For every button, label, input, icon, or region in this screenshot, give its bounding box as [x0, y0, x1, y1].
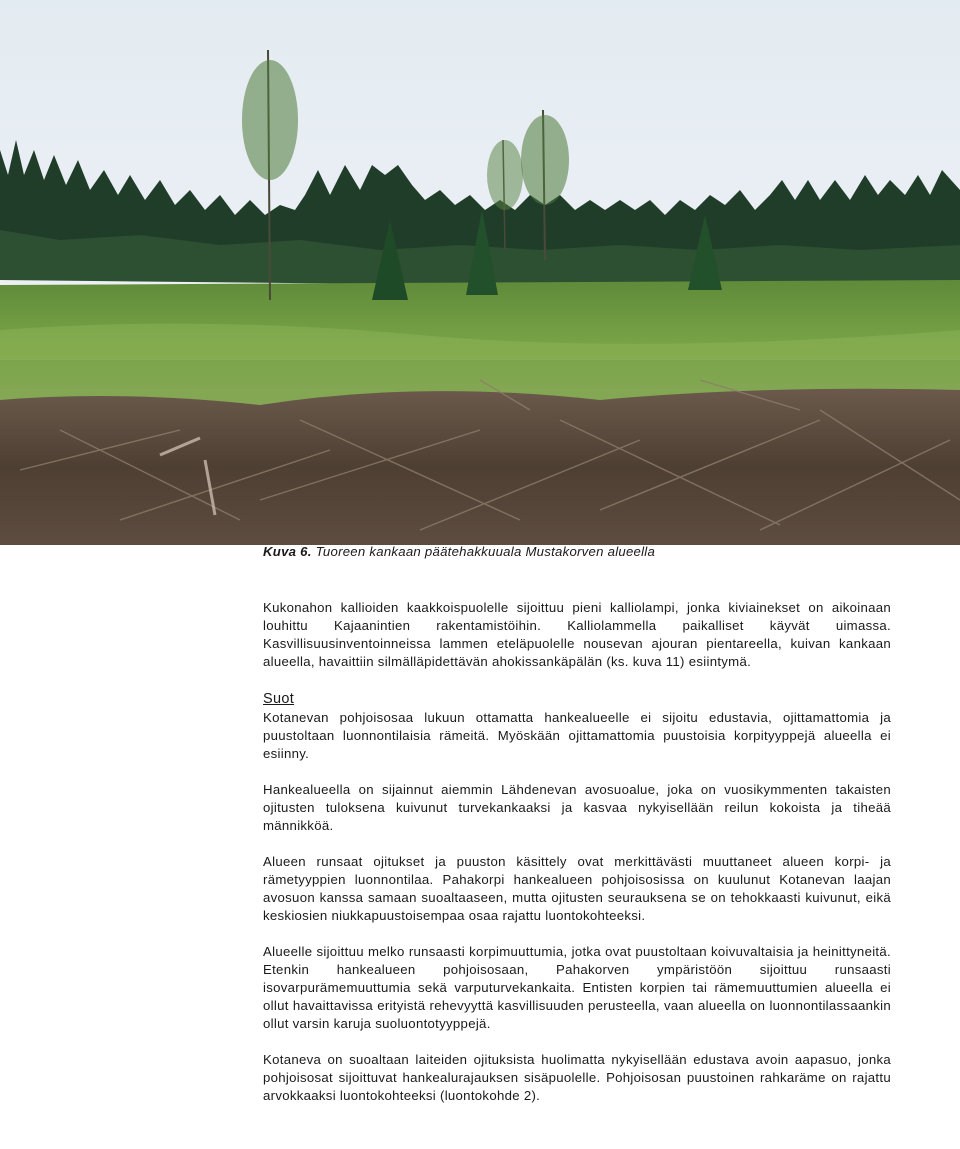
- paragraph-4: Alueen runsaat ojitukset ja puuston käsittely ovat merkittävästi muuttaneet alueen korpi- ja rämetyyppien luonnontilaa. Pahakorpi hankealueen pohjoisosissa on kuulunut Kotanevan laajan avosuon kanssa samaan suoaltaaseen, mutta ojitusten seurauksena se on tehokkaasti kuivunut, eikä keskiosien niukkapuustoisempaa osaa rajattu luontokohteeksi.: [263, 854, 891, 923]
- paragraph-1: Kukonahon kallioiden kaakkoispuolelle sijoittuu pieni kalliolampi, jonka kiviainekset on aikoinaan louhittu Kajaanintien rakentamistöihin. Kalliolammella paikalliset käyvät uimassa. Kasvillisuusinventoinneissa lammen eteläpuolelle nousevan ajouran pientareella, kuivan kankaan alueella, havaittiin silmälläpidettävän ahokissankäpälän (ks. kuva 11) esiintymä.: [263, 600, 891, 669]
- clearcut-photo: [0, 0, 960, 545]
- paragraph-2: Kotanevan pohjoisosaa lukuun ottamatta hankealueelle ei sijoitu edustavia, ojittamattomia ja puustoltaan luonnontilaisia rämeitä. Myöskään ojittamattomia puustoisia korpityyppejä alueella ei esiinny.: [263, 710, 891, 761]
- caption-label: Kuva 6.: [263, 544, 312, 559]
- figure-caption: [263, 544, 903, 559]
- paragraph-5: Alueelle sijoittuu melko runsaasti korpimuuttumia, jotka ovat puustoltaan koivuvaltaisia ja heinittyneitä. Etenkin hankealueen pohjoisosaan, Pahakorven ympäristöön sijoittuu runsaasti isovarpurämemuuttumia sekä varputurvekankaita. Entisten korpien tai rämemuuttumien alueella ei ollut havaittavissa erityistä rehevyyttä kasvillisuuden perusteella, vaan alueella on luonnontilassaankin ollut varsin karuja suoluontotyyppejä.: [263, 944, 891, 1031]
- paragraph-6: Kotaneva on suoaltaan laiteiden ojituksista huolimatta nykyisellään edustava avoin aapasuo, jonka pohjoisosat sijoittuvat hankealurajauksen sisäpuolelle. Pohjoisosan puustoinen rahkaräme on rajattu arvokkaaksi luontokohteeksi (luontokohde 2).: [263, 1052, 891, 1103]
- paragraph-3: Hankealueella on sijainnut aiemmin Lähdenevan avosuoalue, joka on vuosikymmenten takaisten ojitusten tuloksena kuivunut turvekankaaksi ja kasvaa nykyisellään reilun kokoista ja tiheää männikköä.: [263, 782, 891, 833]
- section-heading-suot: Suot: [263, 691, 295, 707]
- caption-text: Tuoreen kankaan päätehakkuuala Mustakorven alueella: [311, 544, 656, 559]
- body-text: [263, 599, 891, 1123]
